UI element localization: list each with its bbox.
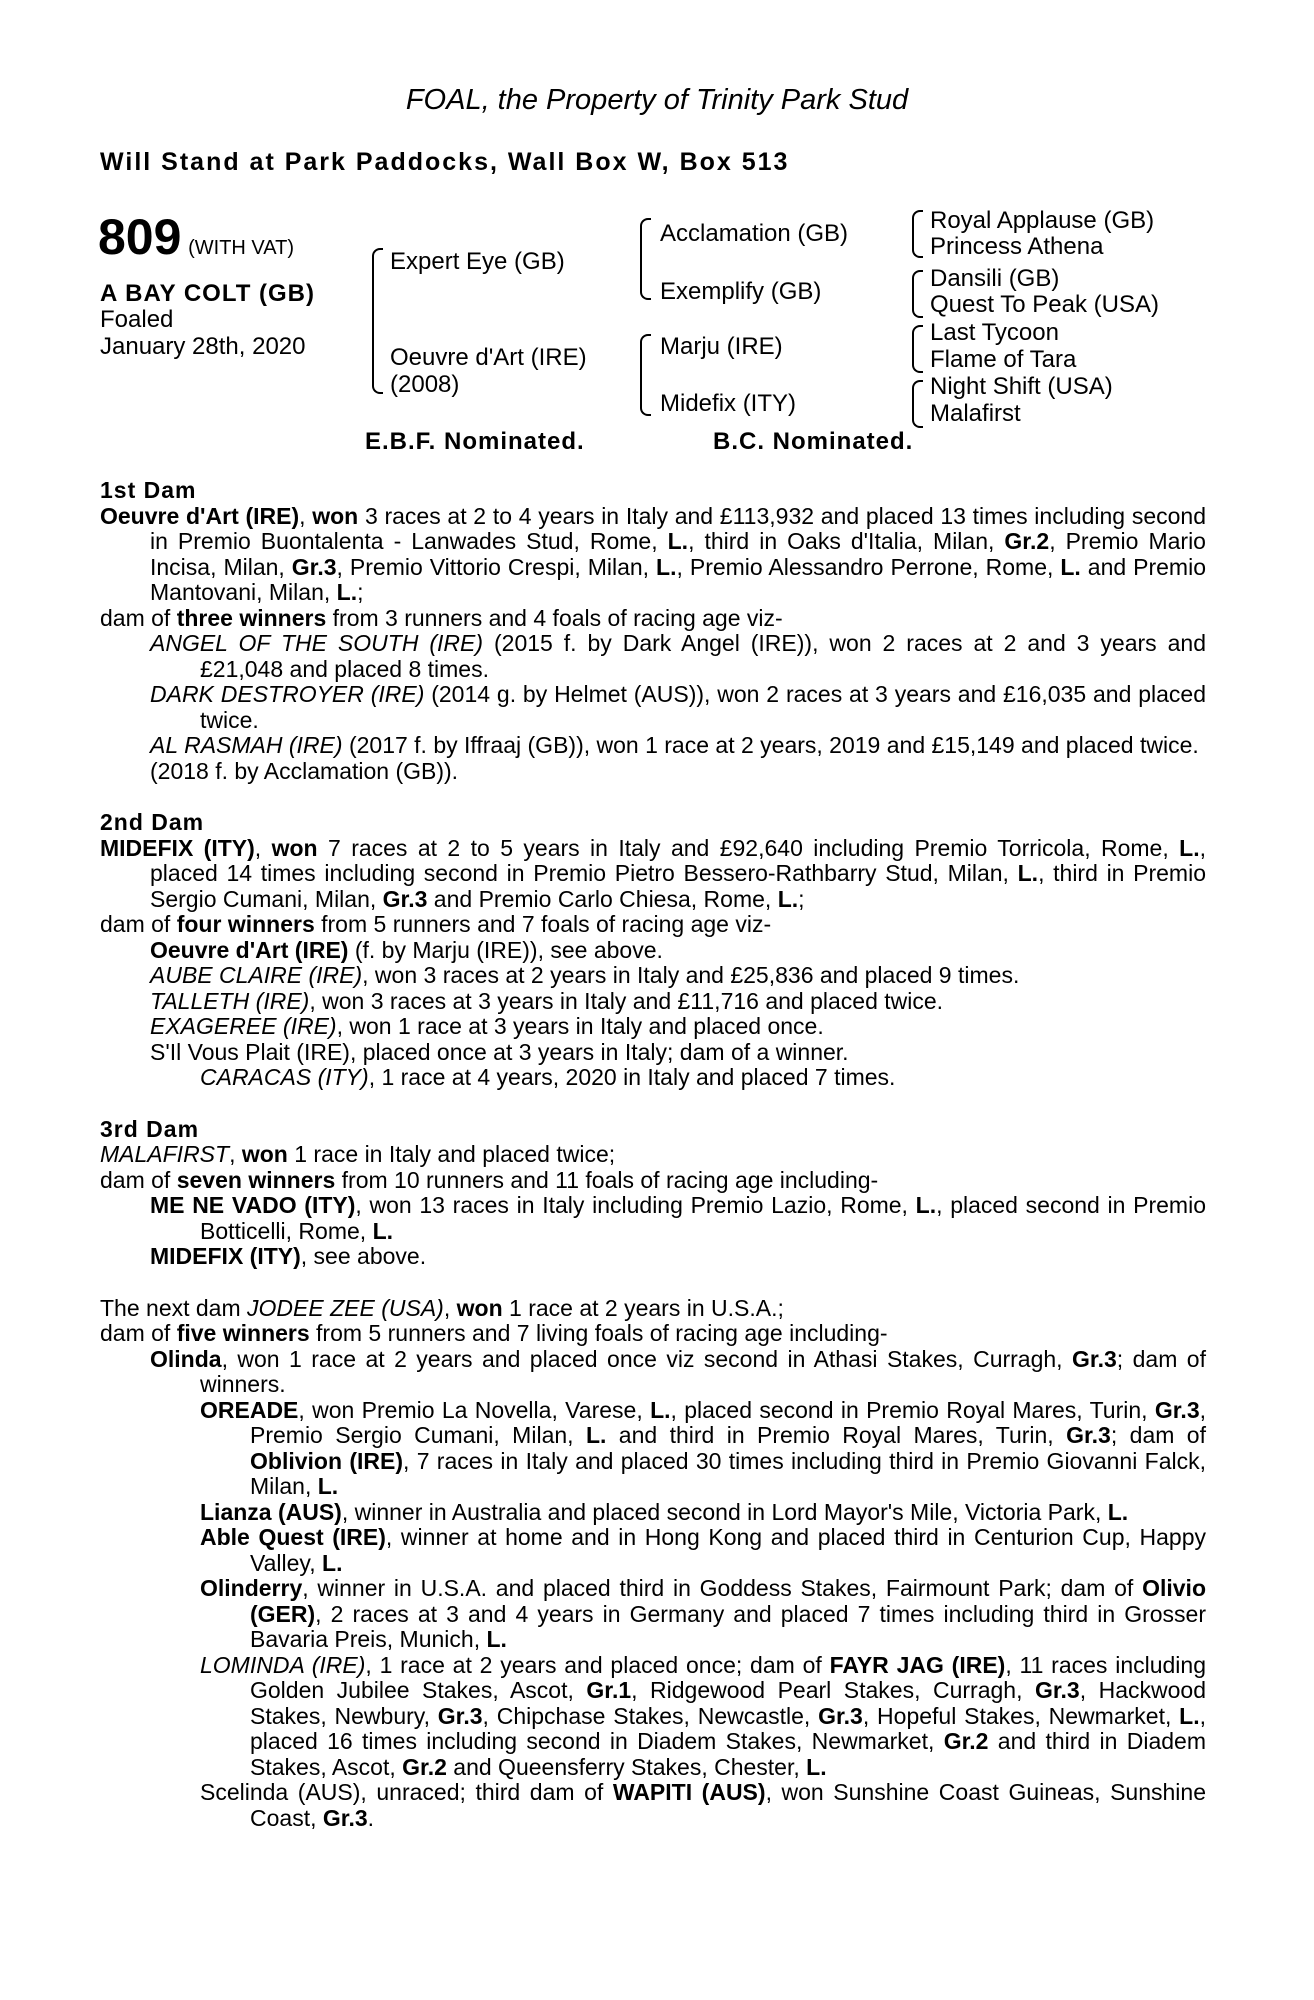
fourth-dam-produce-intro: dam of five winners from 5 runners and 7 living foals of racing age including-: [100, 1320, 888, 1346]
third-dam-heading: 3rd Dam: [100, 1115, 200, 1142]
brace-g3: [912, 325, 923, 373]
lot-description: A BAY COLT (GB): [100, 280, 316, 307]
page-title: FOAL, the Property of Trinity Park Stud: [405, 84, 909, 116]
produce-item: DARK DESTROYER (IRE) (2014 g. by Helmet (AUS)), won 2 races at 3 years and £16,035 and placed twice.: [150, 681, 1206, 733]
pedigree-table: [0, 0, 1314, 470]
sire-sire: Acclamation (GB): [660, 220, 849, 247]
dam-sire: Marju (IRE): [660, 333, 783, 360]
produce-item: Olinderry, winner in U.S.A. and placed third in Goddess Stakes, Fairmount Park; dam of Olivio (GER), 2 races at 3 and 4 years in Germany and placed 7 times including third in Grosser Bavaria Preis, Munich, L.: [200, 1575, 1206, 1652]
second-dam-heading: 2nd Dam: [100, 809, 205, 835]
produce-item: LOMINDA (IRE), 1 race at 2 years and placed once; dam of FAYR JAG (IRE), 11 races including Golden Jubilee Stakes, Ascot, Gr.1, Ridgewood Pearl Stakes, Curragh, Gr.3, Hackwood Stakes, Newbury, Gr.3, Chipchase Stakes, Newcastle, Gr.3, Hopeful Stakes, Newmarket, L., placed 16 times including second in Diadem Stakes, Newmarket, Gr.2 and third in Diadem Stakes, Ascot, Gr.2 and Queensferry Stakes, Chester, L.: [200, 1651, 1207, 1780]
bc-note: B.C. Nominated.: [713, 428, 914, 455]
granddam-2: Quest To Peak (USA): [930, 291, 1159, 318]
dam-year: (2008): [390, 371, 460, 398]
second-dam-produce-intro: dam of four winners from 5 runners and 7 foals of racing age viz-: [100, 911, 772, 937]
brace-gen1: [372, 248, 383, 394]
produce-item: Scelinda (AUS), unraced; third dam of WAPITI (AUS), won Sunshine Coast Guineas, Sunshine Coast, Gr.3.: [200, 1779, 1206, 1831]
brace-dam: [640, 334, 651, 416]
produce-item: EXAGEREE (IRE), won 1 race at 3 years in Italy and placed once.: [150, 1013, 824, 1039]
grandsire-1: Royal Applause (GB): [930, 207, 1155, 234]
lot-number: 809: [98, 209, 182, 265]
lot-number-line: [98, 209, 295, 265]
sire-name: Expert Eye (GB): [390, 248, 565, 275]
stand-location: Will Stand at Park Paddocks, Wall Box W, Box 513: [100, 148, 790, 176]
first-dam-heading: 1st Dam: [100, 477, 197, 503]
dam-dam: Midefix (ITY): [660, 390, 797, 417]
produce-item: S'Il Vous Plait (IRE), placed once at 3 years in Italy; dam of a winner.: [150, 1038, 849, 1065]
third-dam-produce-intro: dam of seven winners from 10 runners and 11 foals of racing age including-: [100, 1166, 879, 1193]
produce-item: ME NE VADO (ITY), won 13 races in Italy including Premio Lazio, Rome, L., placed second in Premio Botticelli, Rome, L.: [150, 1192, 1206, 1244]
brace-g2: [912, 270, 923, 318]
produce-item: AUBE CLAIRE (IRE), won 3 races at 2 years in Italy and £25,836 and placed 9 times.: [150, 962, 1020, 988]
produce-item: MIDEFIX (ITY), see above.: [150, 1243, 427, 1269]
brace-sire: [640, 218, 651, 300]
granddam-1: Princess Athena: [930, 233, 1104, 260]
second-dam-record: MIDEFIX (ITY), won 7 races at 2 to 5 years in Italy and £92,640 including Premio Torricola, Rome, L., placed 14 times including second in Premio Pietro Bessero-Rathbarry Stud, Milan, L., third in Premio Sergio Cumani, Milan, Gr.3 and Premio Carlo Chiesa, Rome, L.;: [100, 834, 1206, 912]
produce-item: Lianza (AUS), winner in Australia and placed second in Lord Mayor's Mile, Victoria Park, L.: [200, 1498, 1129, 1525]
first-dam-record: Oeuvre d'Art (IRE), won 3 races at 2 to 4 years in Italy and £113,932 and placed 13 times including second in Premio Buontalenta - Lanwades Stud, Rome, L., third in Oaks d'Italia, Milan, Gr.2, Premio Mario Incisa, Milan, Gr.3, Premio Vittorio Crespi, Milan, L., Premio Alessandro Perrone, Rome, L. and Premio Mantovani, Milan, L.;: [100, 502, 1206, 605]
ebf-note: E.B.F. Nominated.: [365, 428, 585, 455]
grandsire-3: Last Tycoon: [930, 319, 1059, 346]
produce-item: ANGEL OF THE SOUTH (IRE) (2015 f. by Dark Angel (IRE)), won 2 races at 2 and 3 years and £21,048 and placed 8 times.: [150, 630, 1206, 682]
produce-item: TALLETH (IRE), won 3 races at 3 years in Italy and £11,716 and placed twice.: [150, 987, 944, 1014]
grandsire-2: Dansili (GB): [930, 265, 1060, 292]
fourth-dam-record: The next dam JODEE ZEE (USA), won 1 race at 2 years in U.S.A.;: [100, 1294, 784, 1321]
dam-name: Oeuvre d'Art (IRE): [390, 344, 587, 371]
produce-item: Able Quest (IRE), winner at home and in Hong Kong and placed third in Centurion Cup, Happy Valley, L.: [200, 1524, 1206, 1576]
produce-record: [100, 478, 1206, 1831]
produce-item: CARACAS (ITY), 1 race at 4 years, 2020 in Italy and placed 7 times.: [200, 1064, 896, 1090]
produce-item: (2018 f. by Acclamation (GB)).: [150, 757, 459, 784]
granddam-3: Flame of Tara: [930, 346, 1077, 373]
brace-g4: [912, 380, 923, 428]
first-dam-produce-intro: dam of three winners from 3 runners and 4 foals of racing age viz-: [100, 604, 783, 631]
granddam-4: Malafirst: [930, 400, 1021, 427]
produce-item: OREADE, won Premio La Novella, Varese, L., placed second in Premio Royal Mares, Turin, Gr.3, Premio Sergio Cumani, Milan, L. and third in Premio Royal Mares, Turin, Gr.3; dam of Oblivion (IRE), 7 races in Italy and placed 30 times including third in Premio Giovanni Falck, Milan, L.: [200, 1396, 1207, 1499]
grandsire-4: Night Shift (USA): [930, 373, 1113, 400]
produce-item: Olinda, won 1 race at 2 years and placed once viz second in Athasi Stakes, Curragh, Gr.3; dam of winners.: [150, 1345, 1206, 1397]
brace-g1: [912, 210, 923, 258]
sire-dam: Exemplify (GB): [660, 278, 822, 305]
foaled-date: January 28th, 2020: [100, 333, 306, 360]
foaled-label: Foaled: [100, 306, 174, 333]
produce-item: Oeuvre d'Art (IRE) (f. by Marju (IRE)), see above.: [150, 936, 663, 963]
produce-item: AL RASMAH (IRE) (2017 f. by Iffraaj (GB)), won 1 race at 2 years, 2019 and £15,149 and placed twice.: [150, 732, 1199, 758]
lot-vat: (WITH VAT): [188, 237, 295, 259]
third-dam-record: MALAFIRST, won 1 race in Italy and placed twice;: [100, 1141, 616, 1167]
